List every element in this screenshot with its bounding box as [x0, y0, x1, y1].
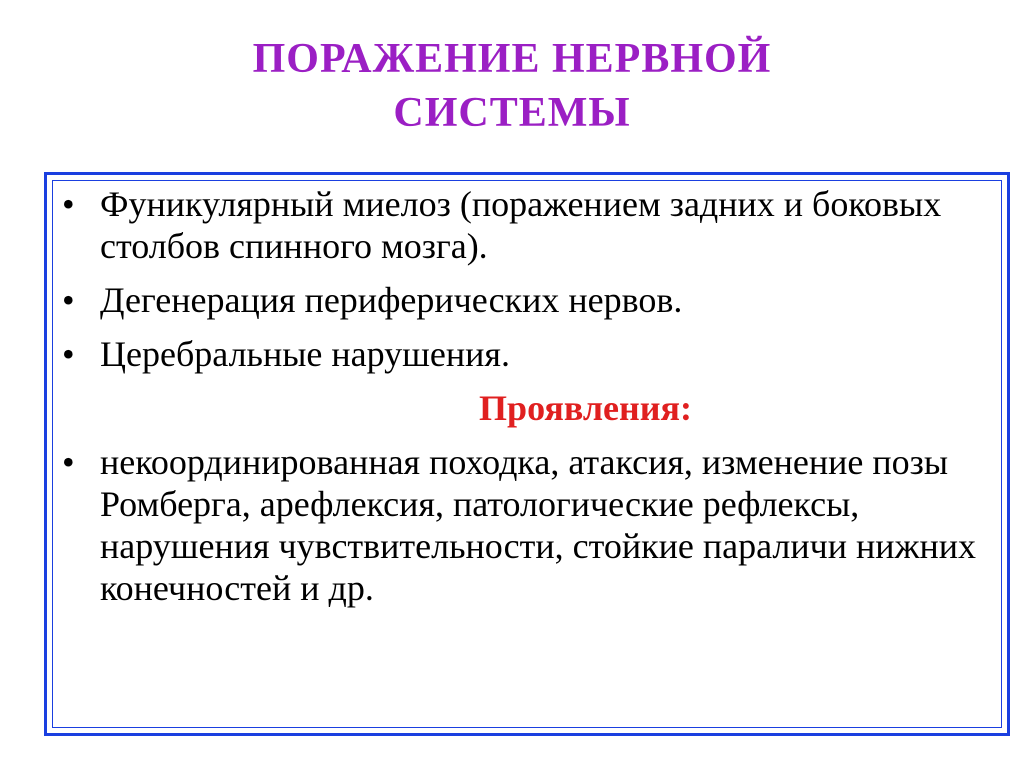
- slide-title-line-1: ПОРАЖЕНИЕ НЕРВНОЙ: [252, 36, 772, 82]
- slide-title: [0, 32, 1024, 140]
- slide-title-line-2: СИСТЕМЫ: [393, 90, 631, 136]
- bullet-item-manifestations: [62, 441, 989, 609]
- content-frame: [44, 172, 1010, 736]
- bullet-icon: •: [62, 184, 75, 224]
- bullet-item-text: Дегенерация периферических нервов.: [100, 280, 683, 320]
- bullet-item-2: [62, 279, 989, 321]
- bullet-item-text: Церебральные нарушения.: [100, 334, 510, 374]
- content-body: [62, 183, 989, 621]
- bullet-icon: •: [62, 280, 75, 320]
- bullet-item-3: [62, 333, 989, 375]
- bullet-icon: •: [62, 442, 75, 482]
- bullet-item-1: [62, 183, 989, 267]
- bullet-item-text: некоординированная походка, атаксия, изменение позы Ромберга, арефлексия, патологические рефлексы, нарушения чувствительности, стойкие параличи нижних конечностей и др.: [100, 442, 976, 608]
- bullet-item-text: Фуникулярный миелоз (поражением задних и боковых столбов спинного мозга).: [100, 184, 942, 266]
- manifestations-heading: Проявления:: [479, 388, 692, 428]
- bullet-icon: •: [62, 334, 75, 374]
